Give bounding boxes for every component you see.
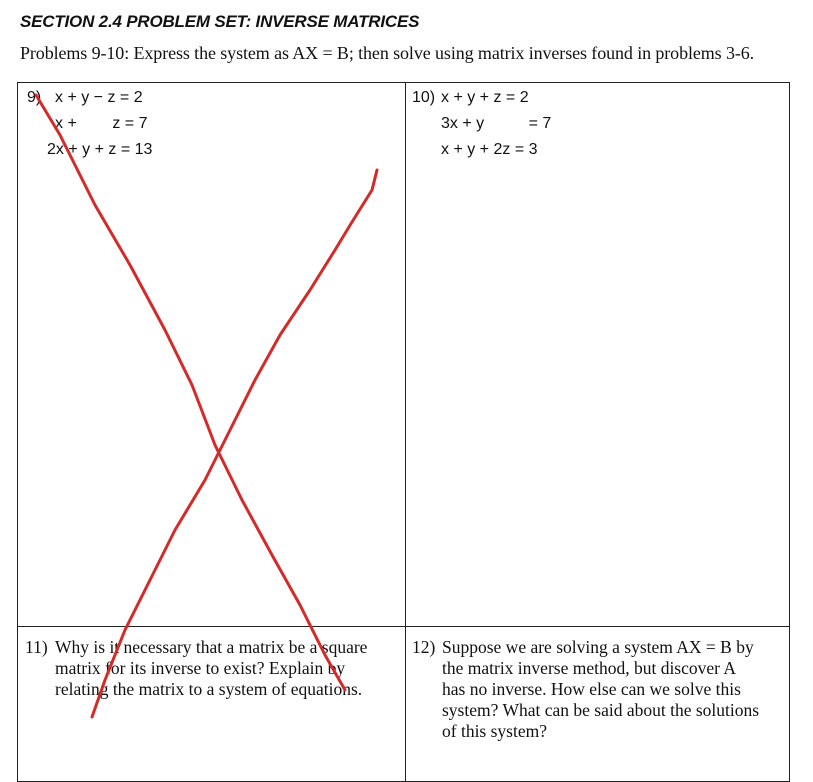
problem-12-line: the matrix inverse method, but discover A — [442, 658, 737, 678]
problem-9-equation-3: 2x + y + z = 13 — [47, 141, 153, 158]
grid-horizontal-divider — [18, 626, 789, 627]
problem-12-line: Suppose we are solving a system AX = B by — [442, 637, 754, 657]
problem-12-line: system? What can be said about the solutions — [442, 700, 760, 720]
problem-9-equation-1: x + y − z = 2 — [55, 89, 143, 106]
problem-12-number: 12) — [412, 637, 436, 657]
problem-11 — [25, 637, 395, 707]
problem-11-line: Why is it necessary that a matrix be a square — [55, 637, 368, 657]
problem-9-equation-2: x + z = 7 — [55, 115, 148, 132]
problem-12-line: of this system? — [442, 721, 547, 741]
grid-vertical-divider — [405, 83, 406, 781]
problem-10-equation-2: 3x + y = 7 — [441, 115, 552, 132]
problem-10-equation-3: x + y + 2z = 3 — [441, 141, 538, 158]
problem-12-line: has no inverse. How else can we solve this — [442, 679, 741, 699]
instructions: Problems 9-10: Express the system as AX = B; then solve using matrix inverses found in problems 3-6. — [20, 43, 755, 63]
problem-9-number: 9) — [27, 89, 42, 106]
section-title: SECTION 2.4 PROBLEM SET: INVERSE MATRICES — [20, 12, 420, 31]
problem-11-line: relating the matrix to a system of equations. — [55, 679, 363, 699]
problem-11-number: 11) — [25, 637, 48, 657]
problem-10-number: 10) — [412, 89, 436, 106]
problem-10-equation-1: x + y + z = 2 — [441, 89, 529, 106]
problem-12 — [412, 637, 787, 747]
problem-11-line: matrix for its inverse to exist? Explain by — [55, 658, 346, 678]
